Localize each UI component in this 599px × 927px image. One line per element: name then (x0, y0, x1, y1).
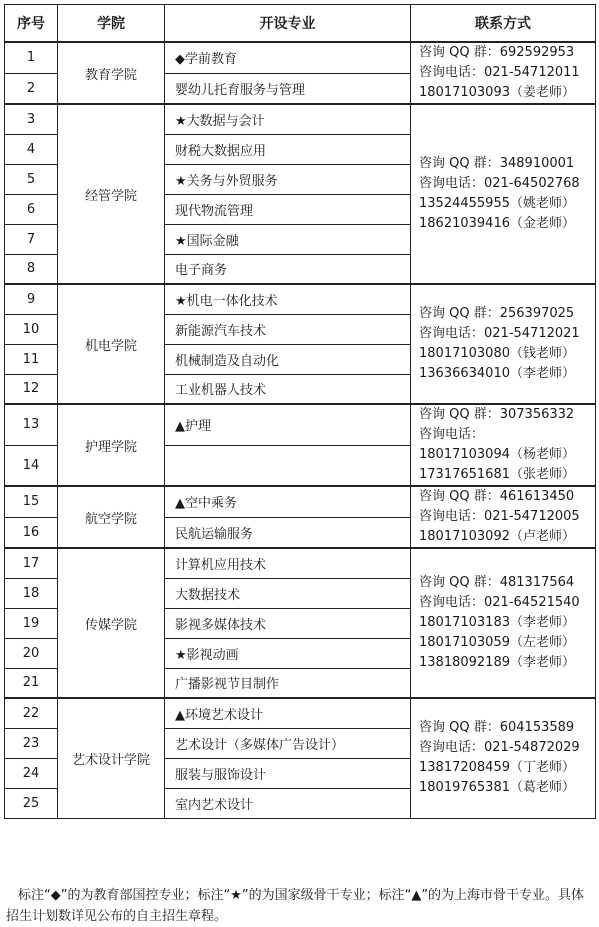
contact-line: 咨询电话：021-54872029 (419, 740, 580, 756)
major-name: 影视多媒体技术 (165, 608, 411, 638)
row-seq: 3 (5, 104, 58, 134)
contact-line: 18019765381（葛老师） (419, 780, 575, 796)
table-row (5, 104, 596, 134)
major-name: 婴幼儿托育服务与管理 (165, 73, 411, 104)
table-row (5, 404, 596, 445)
contact-info (411, 42, 596, 104)
major-name: 艺术设计（多媒体广告设计） (165, 728, 411, 758)
row-seq: 16 (5, 517, 58, 548)
table-row (5, 486, 596, 517)
contact-line: 咨询 QQ 群：307356332 (419, 407, 575, 422)
row-seq: 25 (5, 788, 58, 818)
contact-line: 咨询电话：021-54712011 (419, 65, 580, 80)
major-name: 室内艺术设计 (165, 788, 411, 818)
major-name: 服装与服饰设计 (165, 758, 411, 788)
contact-info (411, 548, 596, 698)
contact-line: 咨询电话：021-54712005 (419, 509, 580, 524)
header-seq: 序号 (5, 5, 58, 43)
major-name: 电子商务 (165, 254, 411, 284)
contact-line: 咨询 QQ 群：604153589 (419, 720, 575, 736)
major-name: ★国际金融 (165, 224, 411, 254)
row-seq: 5 (5, 164, 58, 194)
major-name: ★影视动画 (165, 638, 411, 668)
contact-line: 咨询电话： (419, 427, 485, 442)
header-college: 学院 (58, 5, 165, 43)
table-header-row (5, 5, 596, 43)
footnote: 标注“◆”的为教育部国控专业；标注“★”的为国家级骨干专业；标注“▲”的为上海市骨干专业。具体招生计划数详见公布的自主招生章程。 (6, 888, 585, 924)
college-name: 护理学院 (58, 404, 165, 486)
contact-line: 17317651681（张老师） (419, 467, 575, 482)
row-seq: 9 (5, 284, 58, 314)
contact-line: 13524455955（姚老师） (419, 196, 575, 211)
contact-info (411, 284, 596, 404)
college-name: 传媒学院 (58, 548, 165, 698)
row-seq: 10 (5, 314, 58, 344)
contact-line: 咨询电话：021-64521540 (419, 595, 580, 610)
contact-info (411, 104, 596, 284)
college-name: 机电学院 (58, 284, 165, 404)
row-seq: 4 (5, 134, 58, 164)
major-name: 民航运输服务 (165, 517, 411, 548)
contact-line: 咨询 QQ 群：348910001 (419, 156, 575, 171)
row-seq: 21 (5, 668, 58, 698)
row-seq: 12 (5, 374, 58, 404)
contact-line: 咨询 QQ 群：256397025 (419, 306, 575, 321)
major-name: ★大数据与会计 (165, 104, 411, 134)
row-seq: 23 (5, 728, 58, 758)
college-name: 经管学院 (58, 104, 165, 284)
college-name: 艺术设计学院 (58, 698, 165, 818)
major-name: ▲环境艺术设计 (165, 698, 411, 728)
major-name: ★关务与外贸服务 (165, 164, 411, 194)
contact-line: 咨询 QQ 群：481317564 (419, 575, 575, 590)
major-name: 计算机应用技术 (165, 548, 411, 578)
row-seq: 19 (5, 608, 58, 638)
major-name: 现代物流管理 (165, 194, 411, 224)
major-name: ◆学前教育 (165, 42, 411, 73)
table-row (5, 284, 596, 314)
contact-line: 18017103183（李老师） (419, 615, 575, 630)
header-contact: 联系方式 (411, 5, 596, 43)
row-seq: 15 (5, 486, 58, 517)
major-name: 机械制造及自动化 (165, 344, 411, 374)
table-row (5, 698, 596, 728)
row-seq: 8 (5, 254, 58, 284)
row-seq: 2 (5, 73, 58, 104)
row-seq: 22 (5, 698, 58, 728)
contact-line: 18017103080（钱老师） (419, 346, 575, 361)
contact-line: 18017103094（杨老师） (419, 447, 575, 462)
major-name: 财税大数据应用 (165, 134, 411, 164)
row-seq: 14 (5, 445, 58, 486)
contact-line: 18017103092（卢老师） (419, 529, 575, 544)
major-name: ★机电一体化技术 (165, 284, 411, 314)
contact-line: 咨询 QQ 群：461613450 (419, 489, 575, 504)
contact-line: 18017103059（左老师） (419, 635, 575, 650)
header-major: 开设专业 (165, 5, 411, 43)
row-seq: 7 (5, 224, 58, 254)
contact-line: 13818092189（李老师） (419, 655, 575, 670)
major-name: 工业机器人技术 (165, 374, 411, 404)
contact-line: 18017103093（姜老师） (419, 85, 575, 100)
major-name (165, 445, 411, 486)
contact-line: 咨询电话：021-54712021 (419, 326, 580, 341)
major-name: ▲护理 (165, 404, 411, 445)
majors-table (4, 4, 596, 819)
major-name: 新能源汽车技术 (165, 314, 411, 344)
row-seq: 13 (5, 404, 58, 445)
row-seq: 20 (5, 638, 58, 668)
row-seq: 1 (5, 42, 58, 73)
contact-line: 咨询电话：021-64502768 (419, 176, 580, 191)
contact-line: 咨询 QQ 群：692592953 (419, 45, 575, 60)
table-body (5, 42, 596, 818)
row-seq: 18 (5, 578, 58, 608)
contact-line: 13817208459（丁老师） (419, 760, 575, 776)
college-name: 教育学院 (58, 42, 165, 104)
table-row (5, 548, 596, 578)
contact-line: 18621039416（金老师） (419, 216, 575, 231)
contact-line: 13636634010（李老师） (419, 366, 575, 381)
table-row (5, 42, 596, 73)
major-name: 广播影视节目制作 (165, 668, 411, 698)
contact-info (411, 486, 596, 548)
row-seq: 24 (5, 758, 58, 788)
row-seq: 6 (5, 194, 58, 224)
contact-info (411, 404, 596, 486)
contact-info (411, 698, 596, 818)
college-name: 航空学院 (58, 486, 165, 548)
row-seq: 11 (5, 344, 58, 374)
major-name: 大数据技术 (165, 578, 411, 608)
row-seq: 17 (5, 548, 58, 578)
major-name: ▲空中乘务 (165, 486, 411, 517)
